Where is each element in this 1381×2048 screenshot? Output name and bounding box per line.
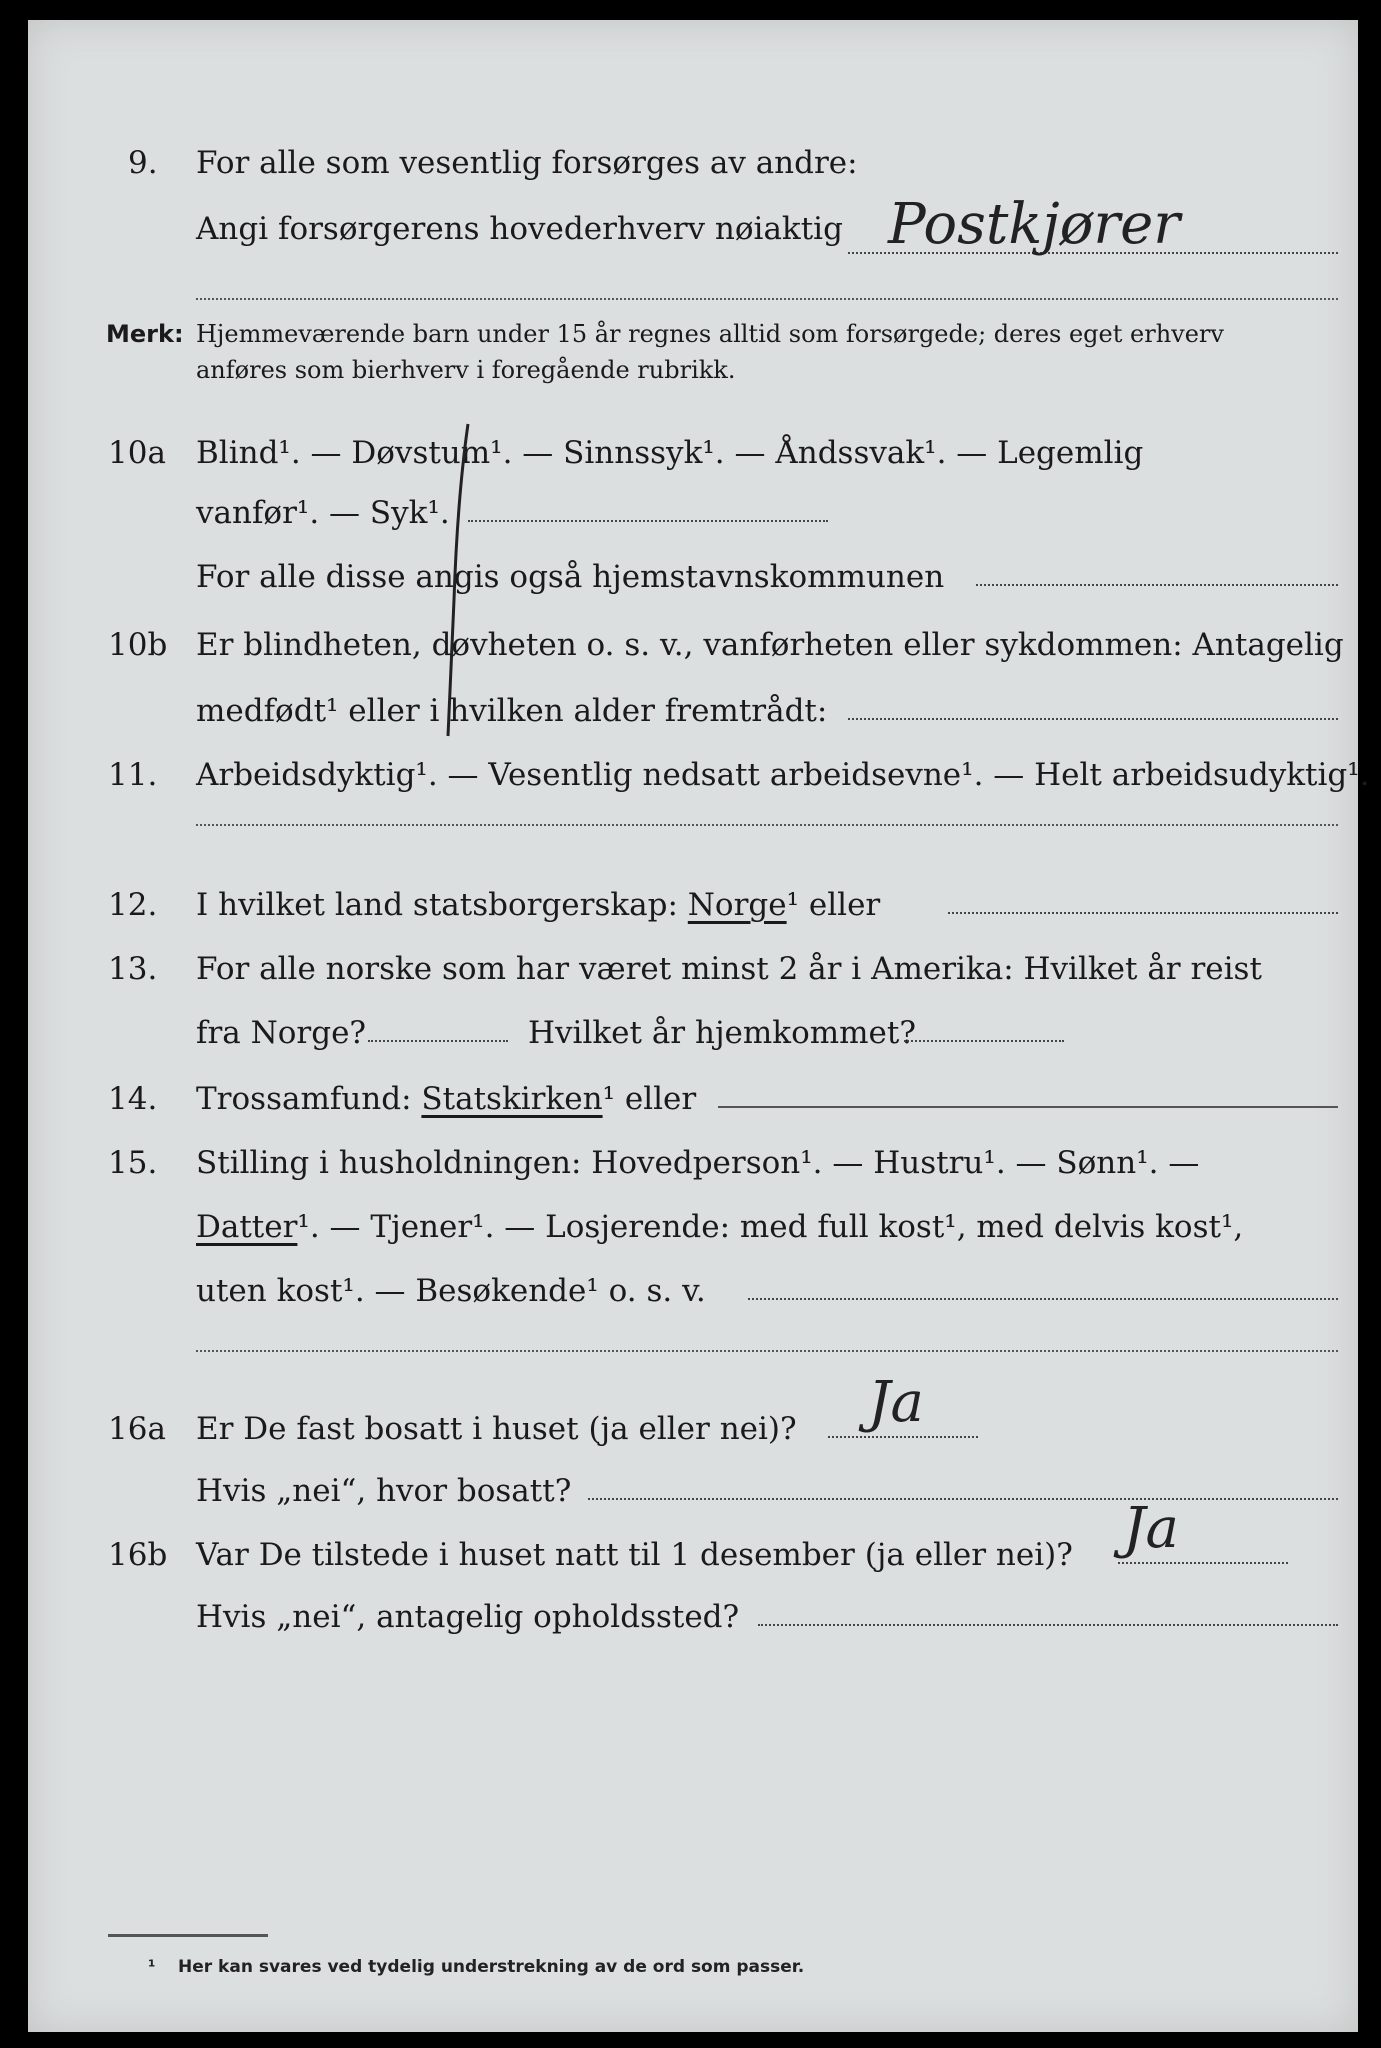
q14-prefix: Trossamfund: <box>196 1081 412 1117</box>
q13-hjemkommet: Hvilket år hjemkommet? <box>528 1015 916 1051</box>
footnote-mark: ¹ <box>148 1957 156 1977</box>
q9-line-1: For alle som vesentlig forsørges av andre: <box>196 145 858 181</box>
q11-separator <box>196 824 1338 826</box>
q16b-line-2: Hvis „nei“, antagelig opholdssted? <box>196 1599 740 1635</box>
q15-row-1 <box>28 1138 1358 1188</box>
q10b-answer-line <box>848 718 1338 720</box>
q16a-bosatt-line <box>588 1498 1338 1500</box>
q11-row <box>28 750 1370 800</box>
q13-reist-line <box>368 1040 508 1042</box>
q16b-opholdssted-line <box>758 1624 1338 1626</box>
q14-number: 14. <box>108 1081 158 1117</box>
q9-handwritten-answer: Postkjører <box>888 192 1181 257</box>
q15-row-3 <box>28 1266 1358 1316</box>
q10b-row-1 <box>28 620 1358 670</box>
q12-text <box>196 880 880 930</box>
census-form-page <box>28 20 1370 2032</box>
q16a-line-2: Hvis „nei“, hvor bosatt? <box>196 1473 572 1509</box>
q16b-row-2 <box>28 1592 1358 1642</box>
q13-row-2 <box>28 1008 1358 1058</box>
q10a-row-1 <box>28 428 1358 478</box>
q16a-line-1: Er De fast bosatt i huset (ja eller nei)? <box>196 1411 797 1447</box>
q14-answer-line <box>718 1106 1338 1108</box>
q16a-row-1 <box>28 1404 1358 1454</box>
q10a-kommune-line <box>976 584 1338 586</box>
q15-line-2: ¹. — Tjener¹. — Losjerende: med full kost¹, med delvis kost¹, <box>297 1209 1244 1245</box>
q13-row-1 <box>28 944 1358 994</box>
q15-line-1: Stilling i husholdningen: Hovedperson¹. — Hustru¹. — Sønn¹. — <box>196 1145 1200 1181</box>
q9-row-1 <box>28 138 1358 188</box>
q12-prefix: I hvilket land statsborgerskap: <box>196 887 678 923</box>
q12-answer-line <box>948 912 1338 914</box>
q16b-line-1: Var De tilstede i huset natt til 1 desember (ja eller nei)? <box>196 1537 1073 1573</box>
q15-line-3: uten kost¹. — Besøkende¹ o. s. v. <box>196 1273 706 1309</box>
merk-line-1: Hjemmeværende barn under 15 år regnes alltid som forsørgede; deres eget erhverv <box>196 320 1224 348</box>
merk-label: Merk: <box>106 320 184 348</box>
q16a-handwritten-answer: Ja <box>868 1370 924 1435</box>
q10a-row-3 <box>28 552 1358 602</box>
q14-statskirken-underlined: Statskirken <box>421 1081 603 1117</box>
merk-line-2: anføres som bierhverv i foregående rubrikk. <box>196 356 736 384</box>
q10a-number: 10a <box>108 435 166 471</box>
q15-datter-underlined: Datter <box>196 1209 298 1245</box>
q15-separator <box>196 1350 1338 1352</box>
q9-line-2: Angi forsørgerens hovederhverv nøiaktig <box>196 211 843 247</box>
footnote-text: Her kan svares ved tydelig understrekning av de ord som passer. <box>178 1957 805 1977</box>
q14-suffix: ¹ eller <box>602 1081 697 1117</box>
q16b-answer-line <box>1118 1562 1288 1564</box>
q14-text <box>196 1074 696 1124</box>
q15-answer-line <box>748 1298 1338 1300</box>
q13-reist: fra Norge? <box>196 1015 367 1051</box>
q16a-number: 16a <box>108 1411 166 1447</box>
q14-row <box>28 1074 1358 1124</box>
footnote-rule <box>108 1934 268 1937</box>
q10b-number: 10b <box>108 627 168 663</box>
q13-hjemkommet-line <box>904 1040 1064 1042</box>
q16b-handwritten-answer: Ja <box>1123 1496 1179 1561</box>
q11-number: 11. <box>108 757 158 793</box>
q12-suffix: ¹ eller <box>786 887 881 923</box>
q15-line-2-wrap <box>196 1202 1243 1252</box>
q10b-line-1: Er blindheten, døvheten o. s. v., vanførheten eller sykdommen: Antagelig <box>196 627 1344 663</box>
q10b-row-2 <box>28 686 1358 736</box>
q15-number: 15. <box>108 1145 158 1181</box>
q12-norge-underlined: Norge <box>687 887 787 923</box>
q13-line-1: For alle norske som har været minst 2 år i Amerika: Hvilket år reist <box>196 951 1262 987</box>
q9-number: 9. <box>128 145 158 181</box>
q11-line-1: Arbeidsdyktig¹. — Vesentlig nedsatt arbeidsevne¹. — Helt arbeidsudyktig¹. <box>196 757 1370 793</box>
q12-number: 12. <box>108 887 158 923</box>
q10a-line-3: For alle disse angis også hjemstavnskommunen <box>196 559 945 595</box>
q15-row-2 <box>28 1202 1358 1252</box>
q10a-syk-line <box>468 520 828 522</box>
q16b-number: 16b <box>108 1537 168 1573</box>
q9-separator <box>196 298 1338 300</box>
q13-number: 13. <box>108 951 158 987</box>
footnote-row <box>28 1952 1358 1982</box>
q12-row <box>28 880 1358 930</box>
q10a-row-2 <box>28 488 1358 538</box>
q10b-line-2: medfødt¹ eller i hvilken alder fremtrådt: <box>196 693 828 729</box>
q16a-answer-line <box>828 1436 978 1438</box>
q10a-line-2: vanfør¹. — Syk¹. <box>196 495 450 531</box>
q10a-line-1: Blind¹. — Døvstum¹. — Sinnssyk¹. — Åndssvak¹. — Legemlig <box>196 435 1144 471</box>
merk-row-2 <box>28 352 1358 402</box>
